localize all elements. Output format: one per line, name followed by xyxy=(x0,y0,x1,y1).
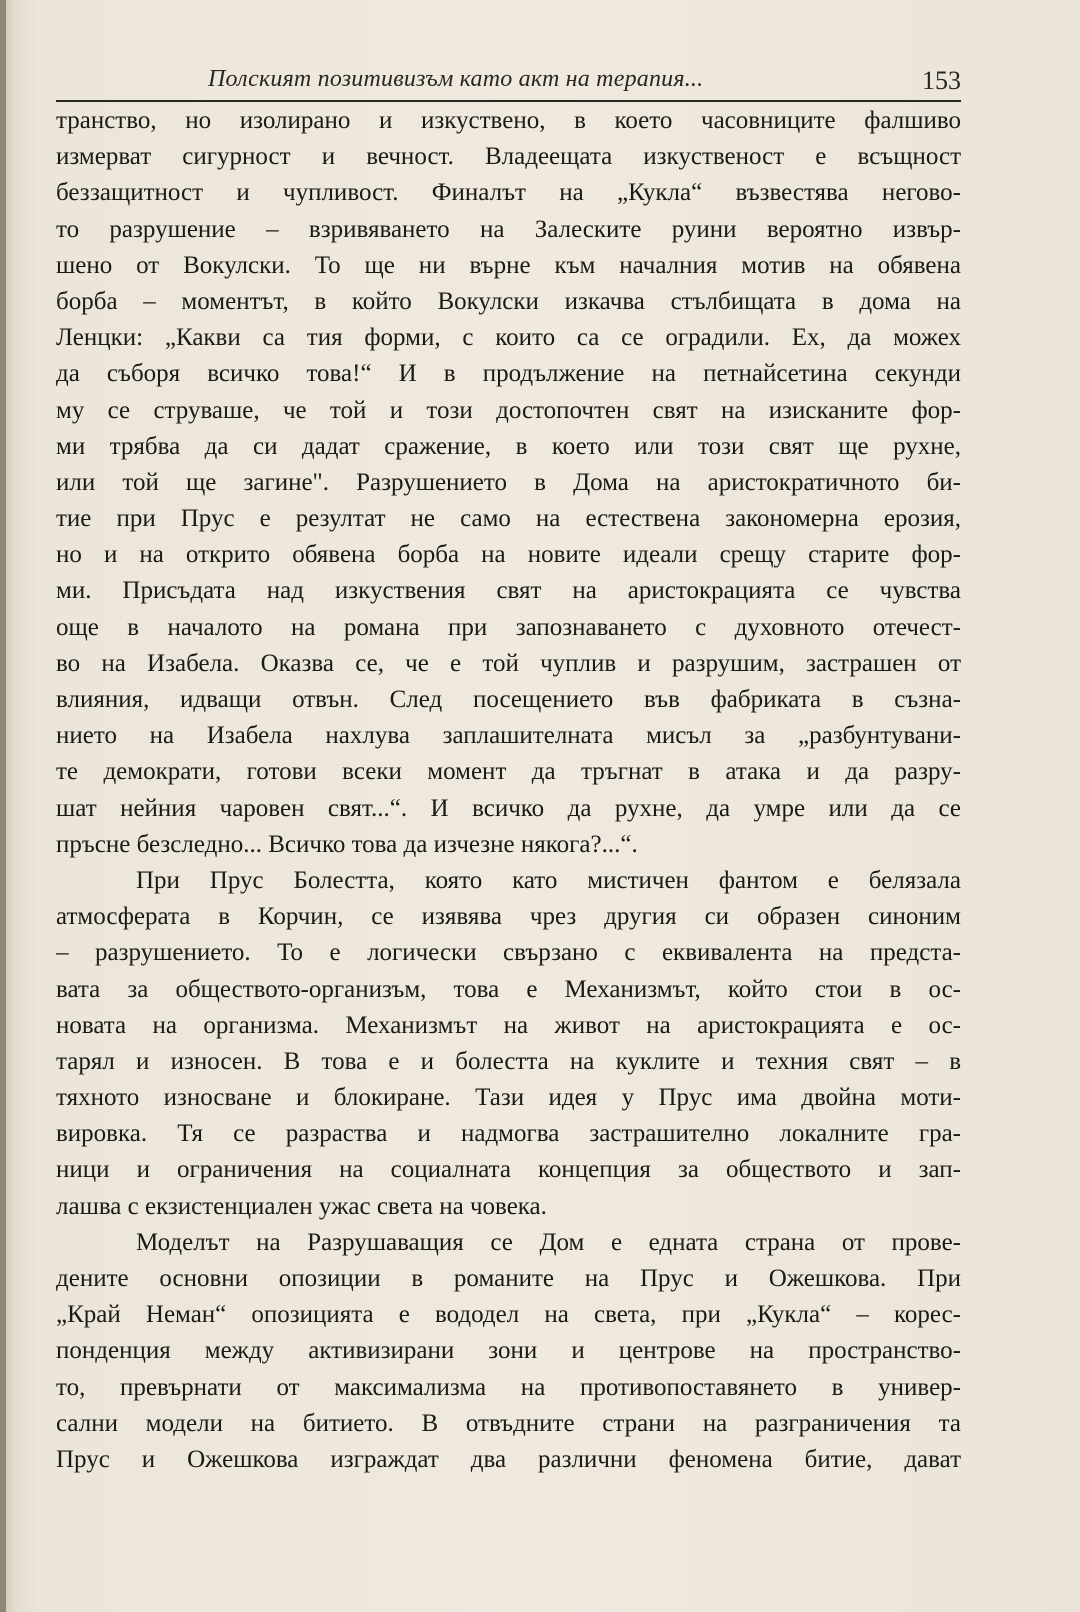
text-line: шено от Вокулски. То ще ни върне към началния мотив на обявена xyxy=(56,251,961,279)
text-line: да съборя всичко това!“ И в продължение на петнайсетина секунди xyxy=(56,360,961,388)
text-line: во на Изабела. Оказва се, че е той чуплив и разрушим, застрашен от xyxy=(56,649,961,677)
text-line: ници и ограничения на социалната концепция за обществото и зап- xyxy=(56,1156,961,1184)
text-line: транство, но изолирано и изкуствено, в което часовниците фалшиво xyxy=(56,107,961,134)
text-line: тяхното износване и блокиране. Тази идея у Прус има двойна моти- xyxy=(56,1084,961,1112)
paragraph-end-line: лашва с екзистенциален ужас света на човека. xyxy=(56,1192,547,1220)
text-line: Ленцки: „Какви са тия форми, с които са се оградили. Ех, да можех xyxy=(56,324,961,352)
text-line: влияния, идващи отвън. След посещението във фабриката в съзна- xyxy=(56,686,961,713)
text-line: или той ще загине". Разрушението в Дома на аристократичното би- xyxy=(56,468,961,496)
text-line: шат нейния чаровен свят...“. И всичко да рухне, да умре или да се xyxy=(56,794,961,822)
page-number: 153 xyxy=(922,66,961,95)
text-line: то разрушение – взривяването на Залеските руини вероятно извър- xyxy=(56,215,961,243)
text-line: борба – моментът, в който Вокулски изкачва стълбищата в дома на xyxy=(56,287,961,315)
text-line: понденция между активизирани зони и центрове на пространство- xyxy=(56,1337,961,1365)
text-line: „Край Неман“ опозицията е вододел на света, при „Кукла“ – корес- xyxy=(56,1301,961,1329)
text-line: вировка. Тя се разраства и надмогва застрашително локалните гра- xyxy=(56,1120,961,1148)
text-line: новата на организма. Механизмът на живот на аристокрацията е ос- xyxy=(56,1011,961,1039)
text-line: те демократи, готови всеки момент да тръгнат в атака и да разру- xyxy=(56,758,961,786)
paragraph-start-line: Моделът на Разрушаващия се Дом е едната страна от прове- xyxy=(136,1228,961,1256)
body-text xyxy=(56,103,961,1478)
text-line: дените основни опозиции в романите на Прус и Ожешкова. При xyxy=(56,1265,961,1292)
running-title: Полският позитивизъм като акт на терапия... xyxy=(208,66,704,92)
text-line: тие при Прус е резултат не само на естествена закономерна ерозия, xyxy=(56,505,961,533)
paragraph-start-line: При Прус Болестта, която като мистичен фантом е белязала xyxy=(136,866,961,894)
text-line: но и на открито обявена борба на новите идеали срещу старите фор- xyxy=(56,541,961,569)
text-line: ми трябва да си дадат сражение, в което или този свят ще рухне, xyxy=(56,432,961,460)
text-line: ми. Присъдата над изкуствения свят на аристокрацията се чувства xyxy=(56,577,961,605)
text-line: – разрушението. То е логически свързано с еквивалента на предста- xyxy=(56,939,961,967)
book-spine-shadow xyxy=(0,0,6,1612)
text-line: измерват сигурност и вечност. Владеещата изкуственост е всъщност xyxy=(56,143,961,171)
text-line: му се струваше, че той и този достопочтен свят на изисканите фор- xyxy=(56,396,961,424)
text-line: беззащитност и чупливост. Финалът на „Кукла“ възвестява негово- xyxy=(56,179,961,207)
text-line: Прус и Ожешкова изграждат два различни феномена битие, дават xyxy=(56,1445,961,1473)
text-line: сални модели на битието. В отвъдните страни на разграничения та xyxy=(56,1409,961,1437)
text-line: още в началото на романа при запознаването с духовното отечест- xyxy=(56,613,961,641)
text-line: нието на Изабела нахлува заплашителната мисъл за „разбунтувани- xyxy=(56,722,961,750)
text-line: то, превърнати от максимализма на противопоставянето в универ- xyxy=(56,1373,961,1401)
paragraph-end-line: пръсне безследно... Всичко това да изчезне някога?...“. xyxy=(56,830,638,858)
running-head xyxy=(56,64,961,102)
text-line: вата за обществото-организъм, това е Механизмът, който стои в ос- xyxy=(56,975,961,1003)
text-line: атмосферата в Корчин, се изявява чрез другия си образен синоним xyxy=(56,903,961,931)
text-line: тарял и износен. В това е и болестта на куклите и техния свят – в xyxy=(56,1047,961,1075)
